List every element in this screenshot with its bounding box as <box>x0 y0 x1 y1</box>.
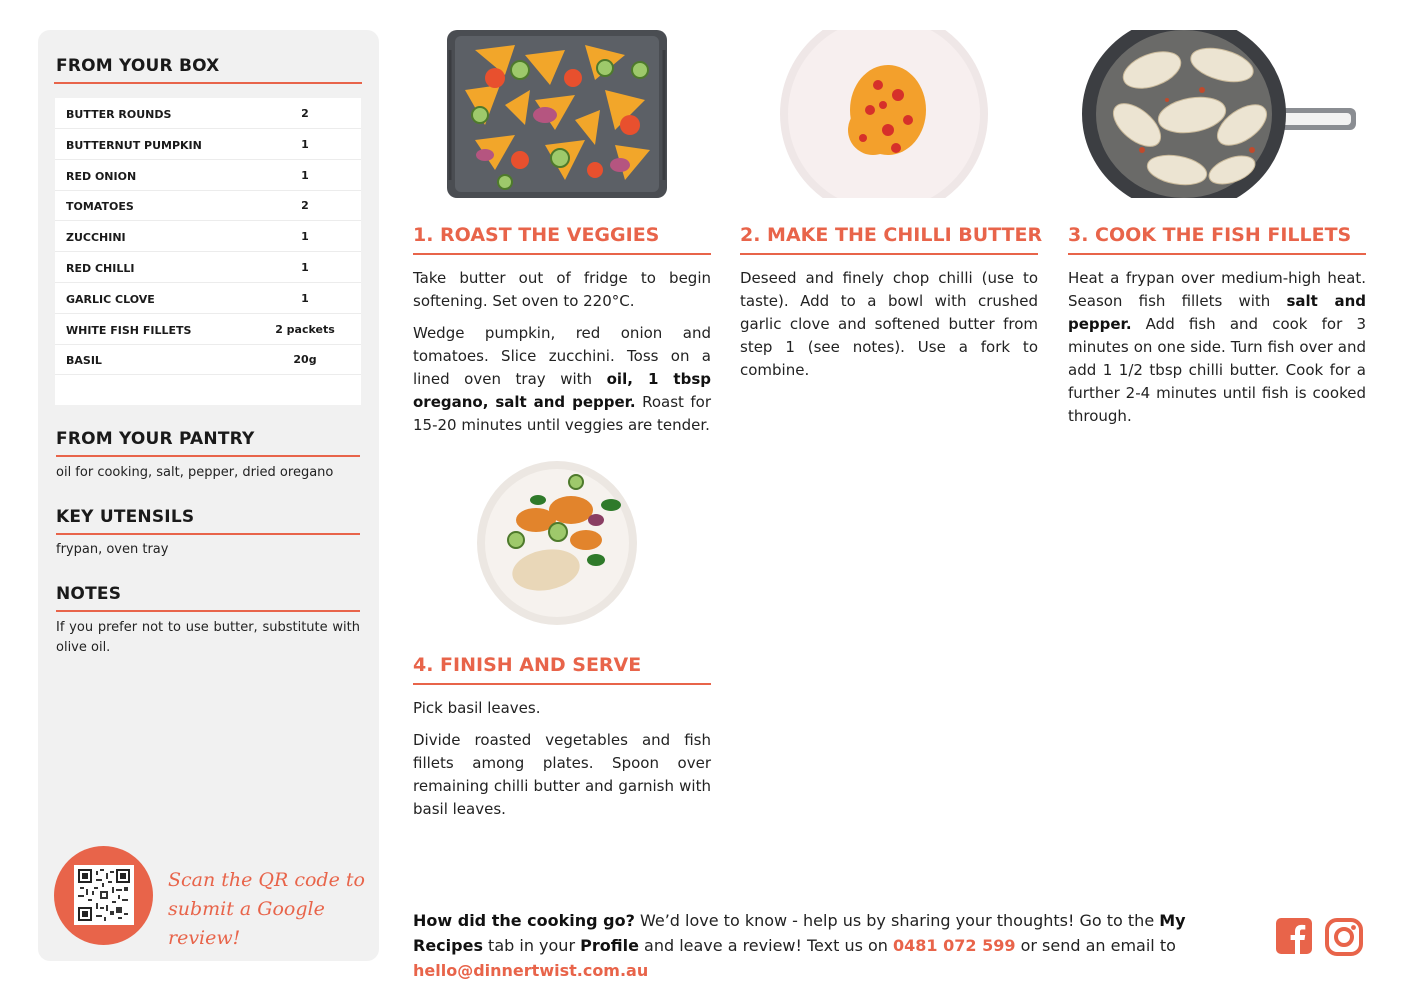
roast-veggies-photo <box>445 30 669 198</box>
utensils-divider <box>56 533 360 535</box>
utensils-text: frypan, oven tray <box>56 542 169 557</box>
step-3-title: 3. COOK THE FISH FILLETS <box>1068 224 1352 246</box>
chilli-butter-photo <box>778 30 990 198</box>
step-paragraph: Deseed and finely chop chilli (use to taste). Add to a bowl with crushed garlic clove and softened butter from step 1 (see notes). Use a fork to combine. <box>740 269 1038 379</box>
qr-code[interactable] <box>74 865 134 925</box>
ingredient-row <box>55 283 361 314</box>
step-paragraph: Pick basil leaves. <box>413 699 541 717</box>
qr-text-line-2: submit a Google review! <box>168 898 325 949</box>
facebook-icon[interactable] <box>1276 918 1314 956</box>
ingredient-quantity: 20g <box>293 353 317 367</box>
pantry-divider <box>56 455 360 457</box>
ingredient-quantity: 1 <box>301 291 309 305</box>
qr-code-icon <box>78 869 130 921</box>
ingredient-name: BUTTERNUT PUMPKIN <box>66 138 202 152</box>
ingredient-row <box>55 160 361 191</box>
ingredient-quantity: 1 <box>301 261 309 274</box>
ingredient-row <box>55 314 361 345</box>
step-1-instructions <box>413 267 711 446</box>
ingredient-quantity: 2 <box>301 199 309 213</box>
step-1-title: 1. ROAST THE VEGGIES <box>413 224 660 246</box>
ingredient-row <box>55 98 361 129</box>
step-paragraph: Wedge pumpkin, red onion and tomatoes. Slice zucchini. Toss on a lined oven tray with oil, 1 tbsp oregano, salt and pepper. Roast for 15-20 minutes until veggies are tender. <box>413 324 711 434</box>
qr-review-prompt <box>168 866 368 953</box>
ingredient-row <box>55 190 361 221</box>
notes-heading: NOTES <box>56 584 122 604</box>
ingredient-row <box>55 344 361 375</box>
step-2-divider <box>740 253 1038 255</box>
finished-plate-photo <box>476 460 638 626</box>
box-heading: FROM YOUR BOX <box>56 56 220 76</box>
ingredient-name: WHITE FISH FILLETS <box>66 323 192 337</box>
review-footer-text: How did the cooking go? We’d love to know - help us by sharing your thoughts! Go to the My Recipes tab in your Profile and leave a review! Text us on 0481 072 599 or send an email to hello@dinnertwist.com.au <box>413 911 1186 980</box>
step-2-instructions <box>740 267 1038 391</box>
pantry-heading: FROM YOUR PANTRY <box>56 429 255 449</box>
ingredient-row <box>55 129 361 160</box>
qr-code-badge[interactable] <box>54 846 153 945</box>
ingredient-quantity: 1 <box>301 137 309 151</box>
ingredient-name: GARLIC CLOVE <box>66 292 155 306</box>
fish-fillets-photo <box>1082 30 1356 198</box>
ingredient-name: BUTTER ROUNDS <box>66 108 172 121</box>
ingredient-quantity: 2 <box>301 107 309 120</box>
ingredient-name: RED CHILLI <box>66 262 135 275</box>
ingredients-sidebar <box>38 30 379 961</box>
ingredient-name: ZUCCHINI <box>66 231 126 245</box>
pantry-text: oil for cooking, salt, pepper, dried oregano <box>56 465 334 480</box>
contact-link[interactable]: 0481 072 599 <box>893 936 1016 955</box>
step-1-divider <box>413 253 711 255</box>
step-3-divider <box>1068 253 1366 255</box>
step-3-instructions <box>1068 267 1366 437</box>
ingredient-name: RED ONION <box>66 169 137 183</box>
qr-text-line-1: Scan the QR code to <box>168 869 365 891</box>
step-2-title: 2. MAKE THE CHILLI BUTTER <box>740 224 1043 246</box>
ingredient-quantity: 2 packets <box>275 322 335 336</box>
step-paragraph: Heat a frypan over medium-high heat. Season fish fillets with salt and pepper. Add fish and cook for 3 minutes on one side. Turn fish over and add 1 1/2 tbsp chilli butter. Cook for a further 2-4 minutes until fish is cooked through. <box>1068 269 1366 425</box>
ingredient-name: TOMATOES <box>66 200 134 214</box>
step-4-divider <box>413 683 711 685</box>
ingredient-quantity: 1 <box>301 230 309 244</box>
notes-text: If you prefer not to use butter, substitute with olive oil. <box>56 620 360 655</box>
contact-link[interactable]: hello@dinnertwist.com.au <box>413 961 649 980</box>
ingredient-row <box>55 252 361 283</box>
utensils-heading: KEY UTENSILS <box>56 507 195 527</box>
step-paragraph: Take butter out of fridge to begin softening. Set oven to 220°C. <box>413 269 711 310</box>
box-ingredients-table <box>55 98 361 405</box>
ingredient-row <box>55 221 361 252</box>
instagram-icon[interactable] <box>1325 918 1363 956</box>
box-heading-divider <box>54 82 362 84</box>
step-4-instructions <box>413 697 711 830</box>
ingredient-quantity: 1 <box>301 168 309 182</box>
notes-divider <box>56 610 360 612</box>
step-paragraph: Divide roasted vegetables and fish fillets among plates. Spoon over remaining chilli butter and garnish with basil leaves. <box>413 731 711 818</box>
step-4-title: 4. FINISH AND SERVE <box>413 654 642 676</box>
ingredient-name: BASIL <box>66 354 102 368</box>
